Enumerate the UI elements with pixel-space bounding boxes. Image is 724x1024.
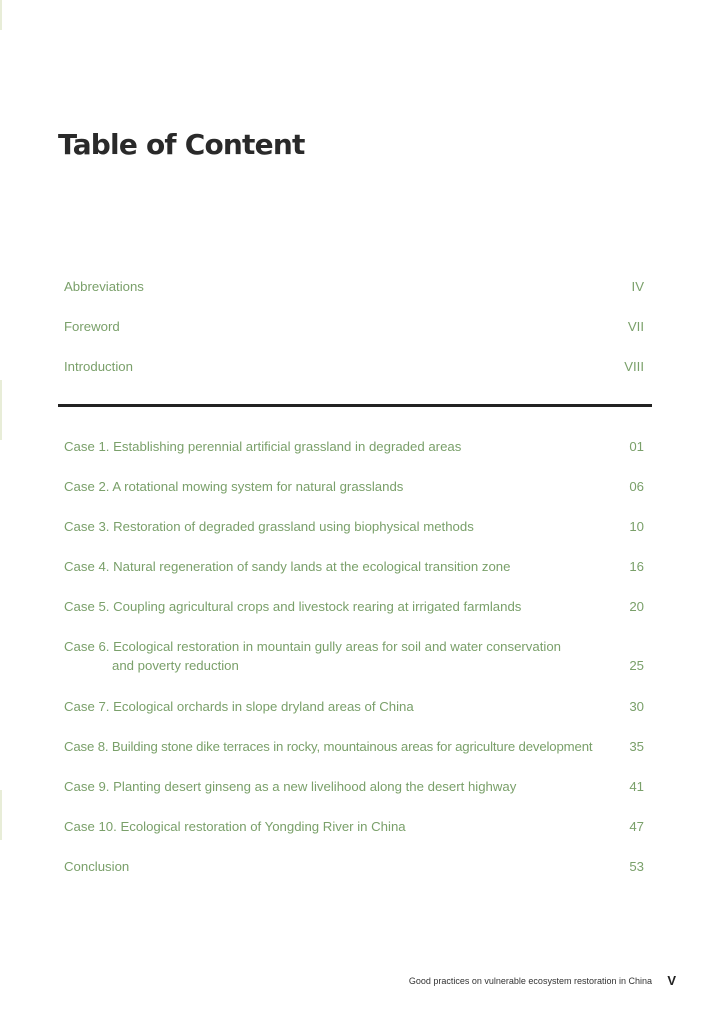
section-divider	[58, 404, 652, 407]
toc-entry-page: VII	[627, 319, 644, 334]
toc-entry-page: 10	[629, 519, 644, 534]
toc-entry-label: Case 4. Natural regeneration of sandy lands at the ecological transition zone	[64, 559, 511, 574]
toc-entry-label: Introduction	[64, 359, 133, 374]
toc-entry-page: 35	[629, 739, 644, 754]
toc-entry-label: Conclusion	[64, 859, 130, 874]
toc-entry-page: 25	[629, 658, 644, 673]
toc-entry-label: Case 6. Ecological restoration in mountain gully areas for soil and water conservation	[64, 639, 561, 654]
toc-entry-page: VIII	[624, 359, 644, 374]
toc-entry-page: 16	[629, 559, 644, 574]
toc-entry-page: 41	[629, 779, 644, 794]
toc-entry-label: Abbreviations	[64, 279, 144, 294]
page-edge-mark	[0, 790, 2, 840]
toc-entry-label: Case 1. Establishing perennial artificial grassland in degraded areas	[64, 439, 462, 454]
toc-entry-page: 53	[629, 859, 644, 874]
toc-entry-label: Case 10. Ecological restoration of Yongding River in China	[64, 819, 406, 834]
toc-entry-page: 47	[629, 819, 644, 834]
toc-entry-label: Case 9. Planting desert ginseng as a new livelihood along the desert highway	[64, 779, 517, 794]
toc-entry-label: Foreword	[64, 319, 120, 334]
toc-entry-page: 06	[629, 479, 644, 494]
toc-entry-label: Case 7. Ecological orchards in slope dryland areas of China	[64, 699, 414, 714]
toc-entry-label: Case 5. Coupling agricultural crops and livestock rearing at irrigated farmlands	[64, 599, 522, 614]
toc-entry-label: Case 8. Building stone dike terraces in rocky, mountainous areas for agriculture development	[64, 739, 593, 754]
page-edge-mark	[0, 380, 2, 440]
page-title: Table of Content	[58, 128, 305, 161]
toc-entry-label: Case 3. Restoration of degraded grassland using biophysical methods	[64, 519, 474, 534]
toc-entry-page: 20	[629, 599, 644, 614]
toc-entry-page: 01	[629, 439, 644, 454]
page-edge-mark	[0, 0, 2, 30]
toc-entry-page: IV	[631, 279, 644, 294]
toc-entry-label: Case 2. A rotational mowing system for natural grasslands	[64, 479, 404, 494]
footer-page-number: V	[667, 973, 676, 988]
toc-entry-label-continued: and poverty reduction	[112, 658, 239, 673]
footer-document-title: Good practices on vulnerable ecosystem restoration in China	[408, 976, 652, 986]
toc-entry-page: 30	[629, 699, 644, 714]
toc-entry-case-6[interactable]	[64, 637, 644, 675]
